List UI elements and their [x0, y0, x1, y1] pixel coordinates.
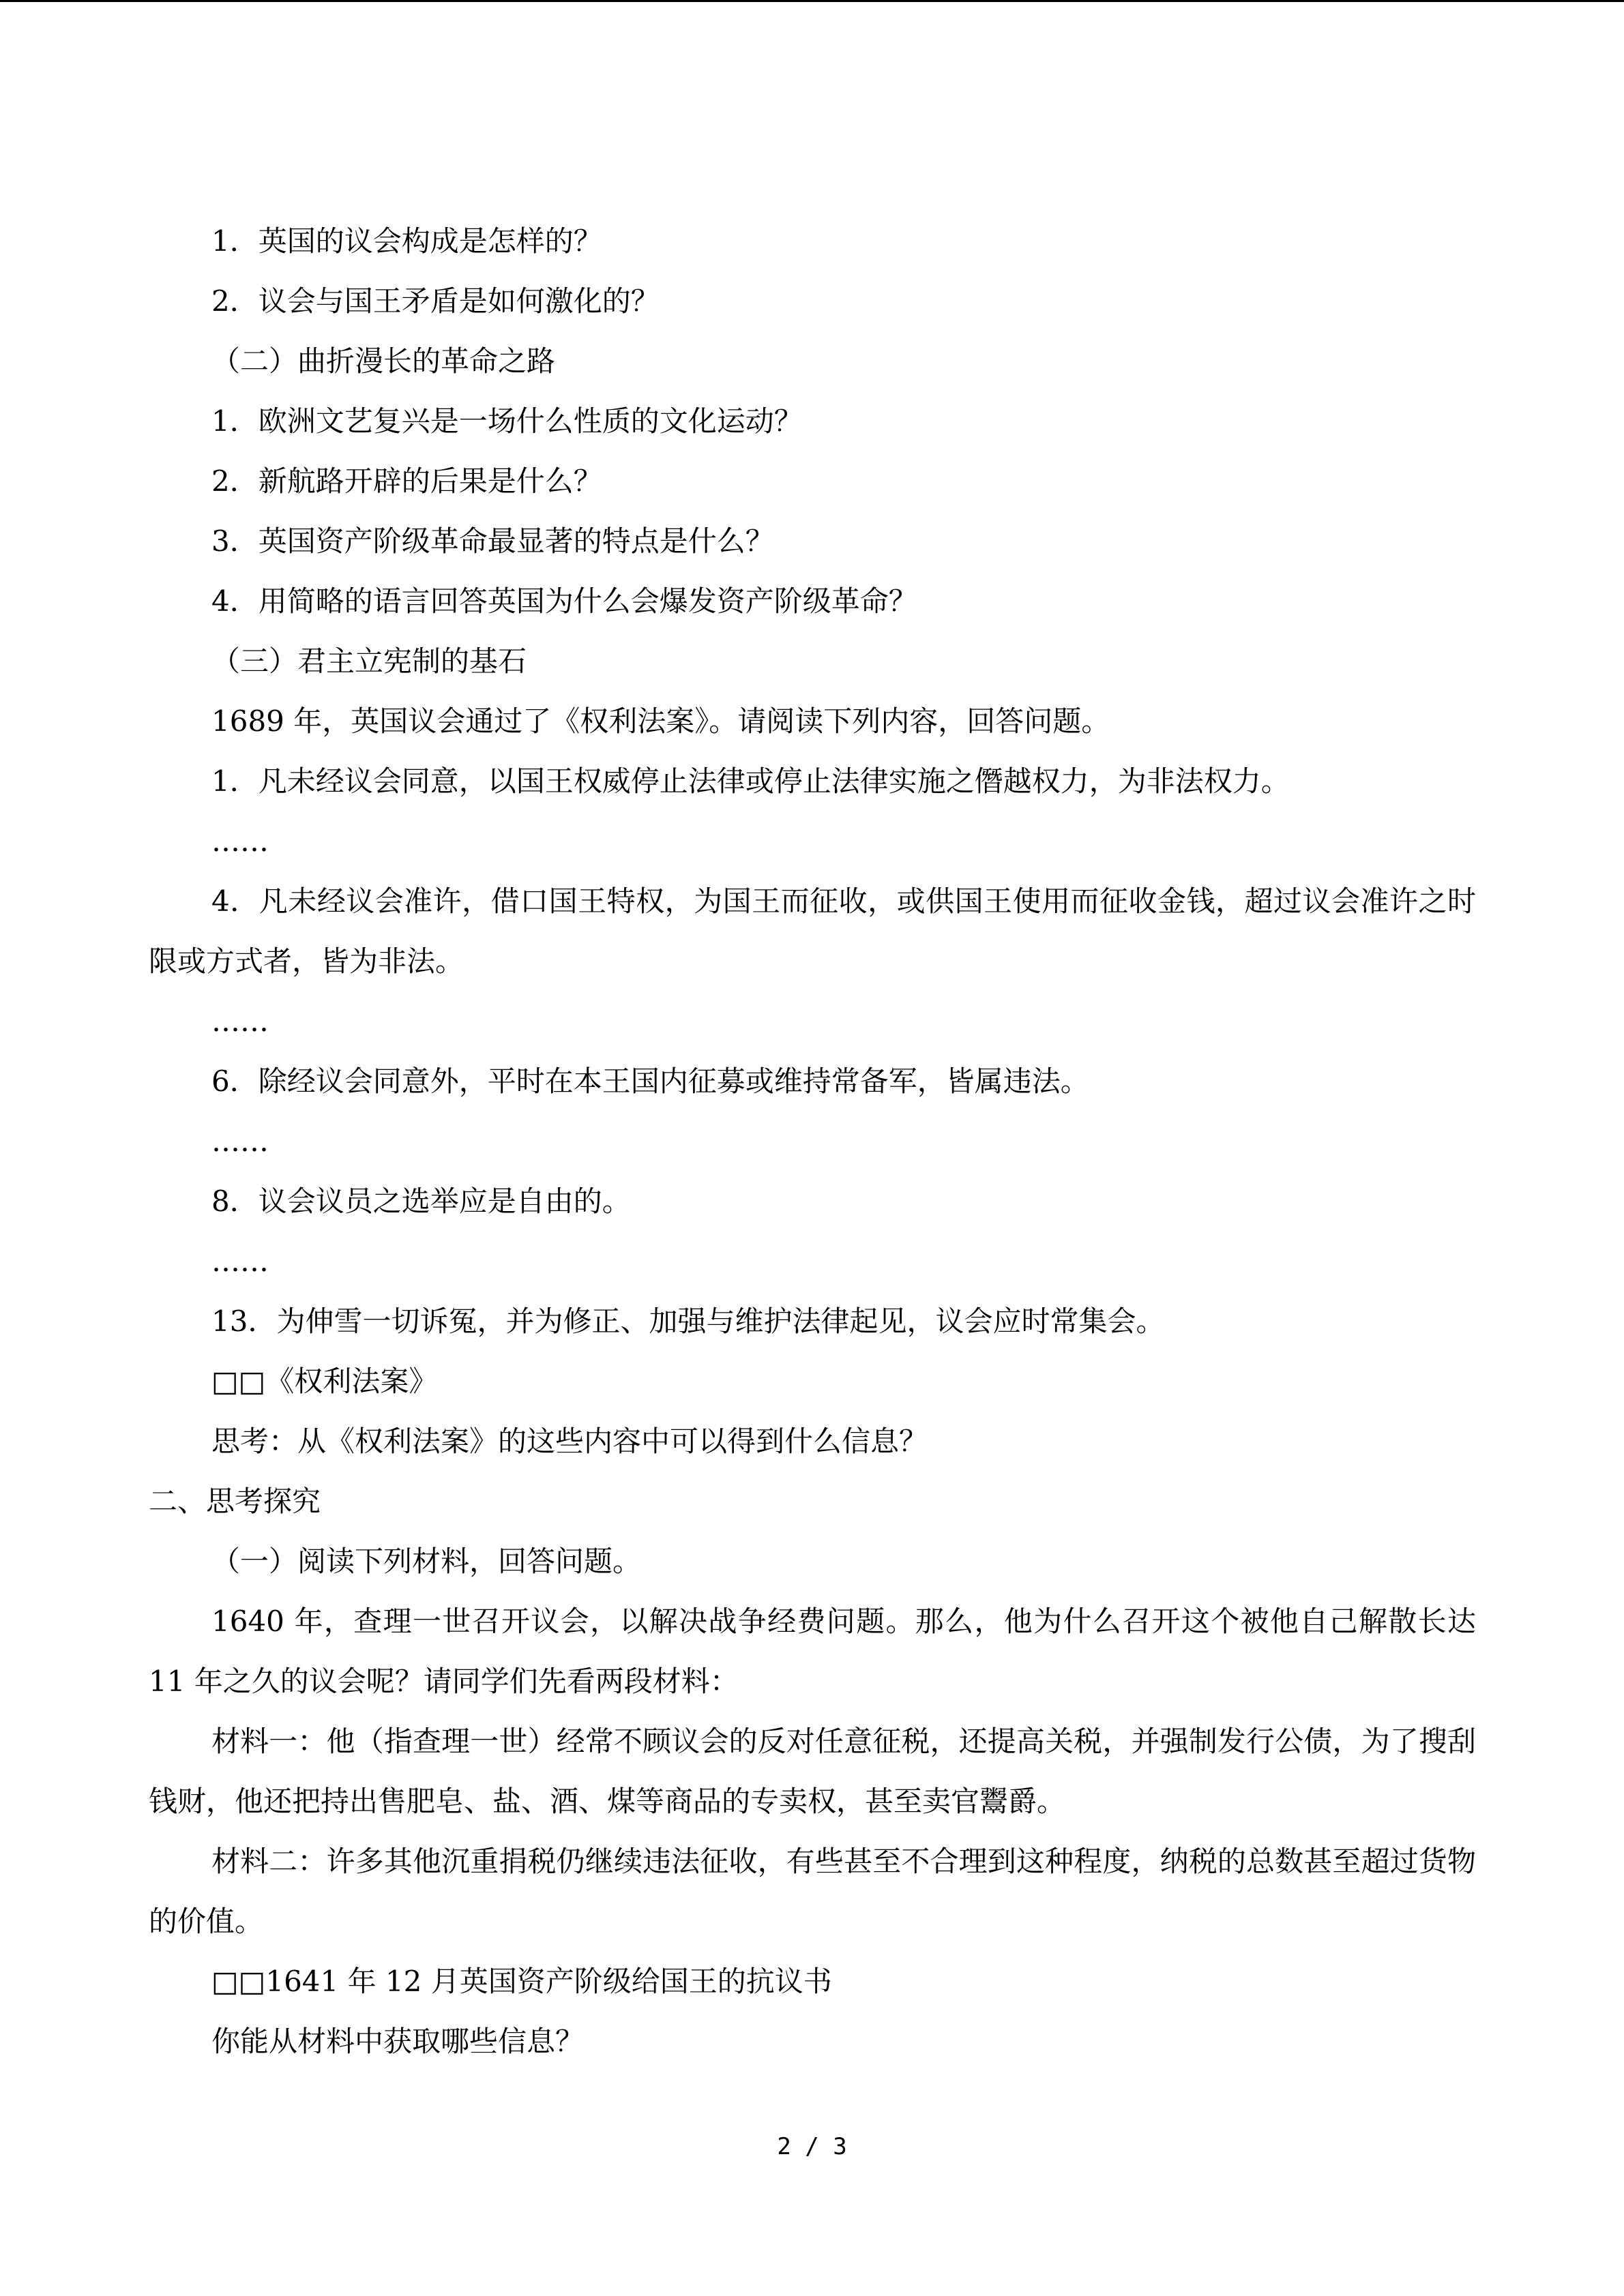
paragraph: 1689 年，英国议会通过了《权利法案》。请阅读下列内容，回答问题。	[211, 704, 1110, 738]
ellipsis: ……	[211, 1004, 269, 1038]
bill-article: 4．凡未经议会准许，借口国王特权，为国王而征收，或供国王使用而征收金钱，超过议会准许之时限或方式者，皆为非法。	[149, 884, 1476, 978]
bill-article: 1．凡未经议会同意，以国王权威停止法律或停止法律实施之僭越权力，为非法权力。	[211, 764, 1290, 798]
bill-article: 6．除经议会同意外，平时在本王国内征募或维持常备军，皆属违法。	[211, 1064, 1089, 1098]
question-line: 2．议会与国王矛盾是如何激化的？	[211, 284, 660, 318]
paragraph: 思考：从《权利法案》的这些内容中可以得到什么信息？	[211, 1425, 928, 1458]
page-number: 2 / 3	[777, 2133, 847, 2160]
question-line: 1．欧洲文艺复兴是一场什么性质的文化运动？	[211, 404, 803, 438]
material-paragraph: 材料二：许多其他沉重捐税仍继续违法征收，有些甚至不合理到这种程度，纳税的总数甚至超过货物的价值。	[149, 1845, 1476, 1938]
source-citation: □□《权利法案》	[211, 1365, 438, 1398]
bill-article: 13．为伸雪一切诉冤，并为修正、加强与维护法律起见，议会应时常集会。	[211, 1304, 1165, 1338]
paragraph: 1640 年，查理一世召开议会，以解决战争经费问题。那么，他为什么召开这个被他自己解散长达 11 年之久的议会呢？请同学们先看两段材料：	[149, 1605, 1476, 1698]
source-citation: □□1641 年 12 月英国资产阶级给国王的抗议书	[211, 1965, 832, 1998]
section-heading: （三）君主立宪制的基石	[211, 644, 527, 678]
paragraph: 你能从材料中获取哪些信息？	[211, 2025, 585, 2058]
question-line: 2．新航路开辟的后果是什么？	[211, 464, 602, 498]
document-body	[149, 211, 1476, 2072]
top-border-rule	[0, 0, 1624, 2]
section-heading: （一）阅读下列材料，回答问题。	[211, 1545, 642, 1578]
section-heading: 二、思考探究	[149, 1485, 321, 1518]
bill-article: 8．议会议员之选举应是自由的。	[211, 1184, 631, 1218]
ellipsis: ……	[211, 1244, 269, 1278]
question-line: 1．英国的议会构成是怎样的？	[211, 224, 602, 258]
material-paragraph: 材料一：他（指查理一世）经常不顾议会的反对任意征税，还提高关税，并强制发行公债，为了搜刮钱财，他还把持出售肥皂、盐、酒、煤等商品的专卖权，甚至卖官鬻爵。	[149, 1725, 1476, 1818]
ellipsis: ……	[211, 1124, 269, 1158]
section-heading: （二）曲折漫长的革命之路	[211, 344, 556, 378]
ellipsis: ……	[211, 824, 269, 858]
question-line: 3．英国资产阶级革命最显著的特点是什么？	[211, 524, 774, 558]
question-line: 4．用简略的语言回答英国为什么会爆发资产阶级革命？	[211, 584, 917, 618]
